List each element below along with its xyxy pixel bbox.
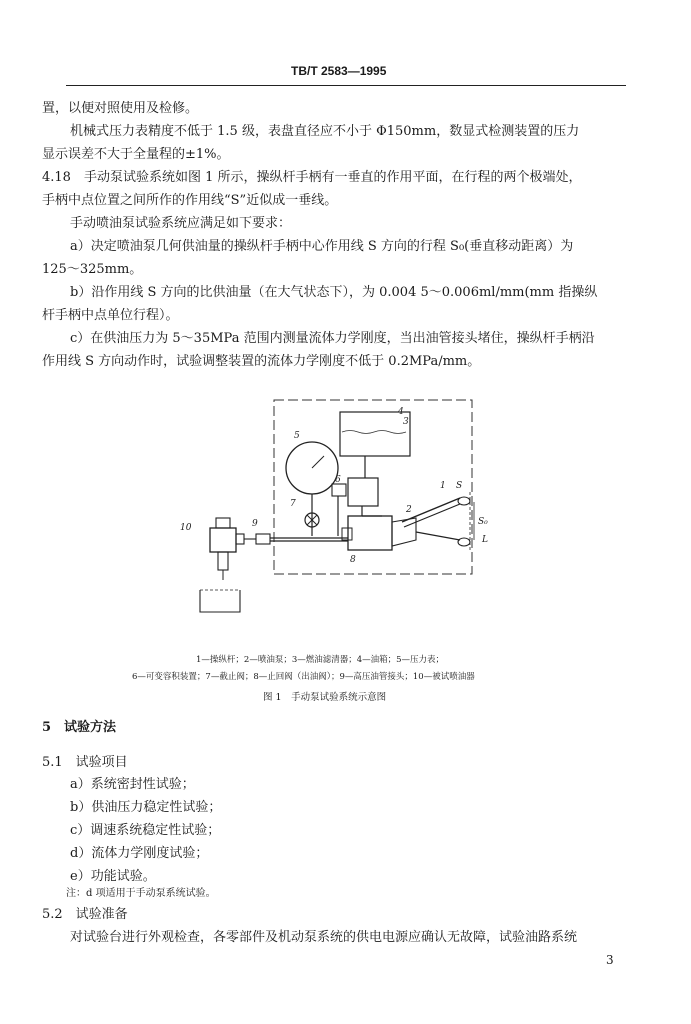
para-line: 125～325mm。	[42, 262, 143, 277]
tank-fuel-level	[342, 431, 406, 434]
figure-legend-line: 1—操纵杆；2—喷油泵；3—燃油滤清器；4—油箱；5—压力表；	[196, 655, 445, 665]
list-item: b）供油压力稳定性试验；	[70, 800, 222, 815]
label-10: 10	[180, 523, 192, 533]
high-pressure-connector	[256, 534, 270, 544]
subsection-heading: 5.2 试验准备	[42, 907, 128, 922]
label-l: L	[482, 535, 488, 545]
para-line: b）沿作用线 S 方向的比供油量（在大气状态下），为 0.004 5～0.006ml/mm(mm 指操纵	[70, 285, 598, 300]
lever-handle	[458, 497, 470, 505]
test-injector	[210, 528, 236, 552]
para-line: 机械式压力表精度不低于 1.5 级，表盘直径应不小于 Φ150mm，数显式检测装置的压力	[70, 124, 580, 139]
label-2: 2	[406, 505, 412, 515]
injector-inlet	[236, 534, 244, 544]
gauge-needle	[312, 456, 324, 468]
figure-caption: 图 1 手动泵试验系统示意图	[263, 692, 387, 703]
lever-handle-low	[458, 538, 470, 546]
label-5: 5	[294, 431, 300, 441]
test-system-diagram	[170, 390, 490, 620]
para-line: c）在供油压力为 5～35MPa 范围内测量流体力学刚度，当出油管接头堵住，操纵杆手柄沿	[70, 331, 595, 346]
list-item: a）系统密封性试验；	[70, 777, 195, 792]
para-line: 显示误差不大于全量程的±1%。	[42, 147, 230, 162]
operating-lever	[404, 504, 460, 527]
label-1: 1	[440, 481, 446, 491]
list-item: d）流体力学刚度试验；	[70, 846, 209, 861]
label-9: 9	[252, 519, 258, 529]
para-line: 置，以便对照使用及检修。	[42, 101, 199, 116]
para-line: 4.18 手动泵试验系统如图 1 所示，操纵杆手柄有一垂直的作用平面，在行程的两个极端处，	[42, 170, 582, 185]
fuel-tank	[340, 412, 410, 456]
para-line: a）决定喷油泵几何供油量的操纵杆手柄中心作用线 S 方向的行程 S₀(垂直移动距离）为	[70, 239, 574, 254]
figure-legend-line: 6—可变容积装置；7—截止阀；8—止回阀（出油阀）；9—高压油管接头；10—被试喷油器	[132, 672, 475, 682]
label-6: 6	[335, 475, 341, 485]
pump-body	[392, 518, 416, 546]
injector-nozzle	[218, 552, 228, 570]
header-code: TB/T 2583—1995	[291, 64, 387, 78]
subsection-heading: 5.1 试验项目	[42, 755, 128, 770]
list-item: c）调速系统稳定性试验；	[70, 823, 221, 838]
label-s0: S₀	[478, 517, 488, 527]
section-heading: 5 试验方法	[42, 720, 117, 735]
injector-top	[216, 518, 230, 528]
label-4: 4	[398, 407, 404, 417]
para-line: 杆手柄中点单位行程）。	[42, 308, 179, 323]
header-rule	[66, 85, 626, 86]
label-s: S	[456, 481, 463, 491]
page-number: 3	[606, 953, 614, 967]
list-item: e）功能试验。	[70, 869, 156, 884]
para-line: 作用线 S 方向动作时，试验调整装置的流体力学刚度不低于 0.2MPa/mm。	[42, 354, 481, 369]
note: 注：d 项适用于手动泵系统试验。	[66, 888, 216, 899]
collector-vessel	[200, 590, 240, 612]
label-3: 3	[403, 417, 409, 427]
label-7: 7	[290, 499, 296, 509]
hand-pump	[348, 516, 392, 550]
operating-lever-low	[416, 532, 460, 540]
para-line: 手柄中点位置之间所作的作用线“S”近似成一垂线。	[42, 193, 338, 208]
para-line: 对试验台进行外观检查，各零部件及机动泵系统的供电电源应确认无故障，试验油路系统	[70, 930, 578, 945]
fuel-filter	[348, 478, 378, 506]
variable-volume-device	[332, 484, 346, 496]
label-8: 8	[350, 555, 356, 565]
para-line: 手动喷油泵试验系统应满足如下要求：	[70, 216, 292, 231]
